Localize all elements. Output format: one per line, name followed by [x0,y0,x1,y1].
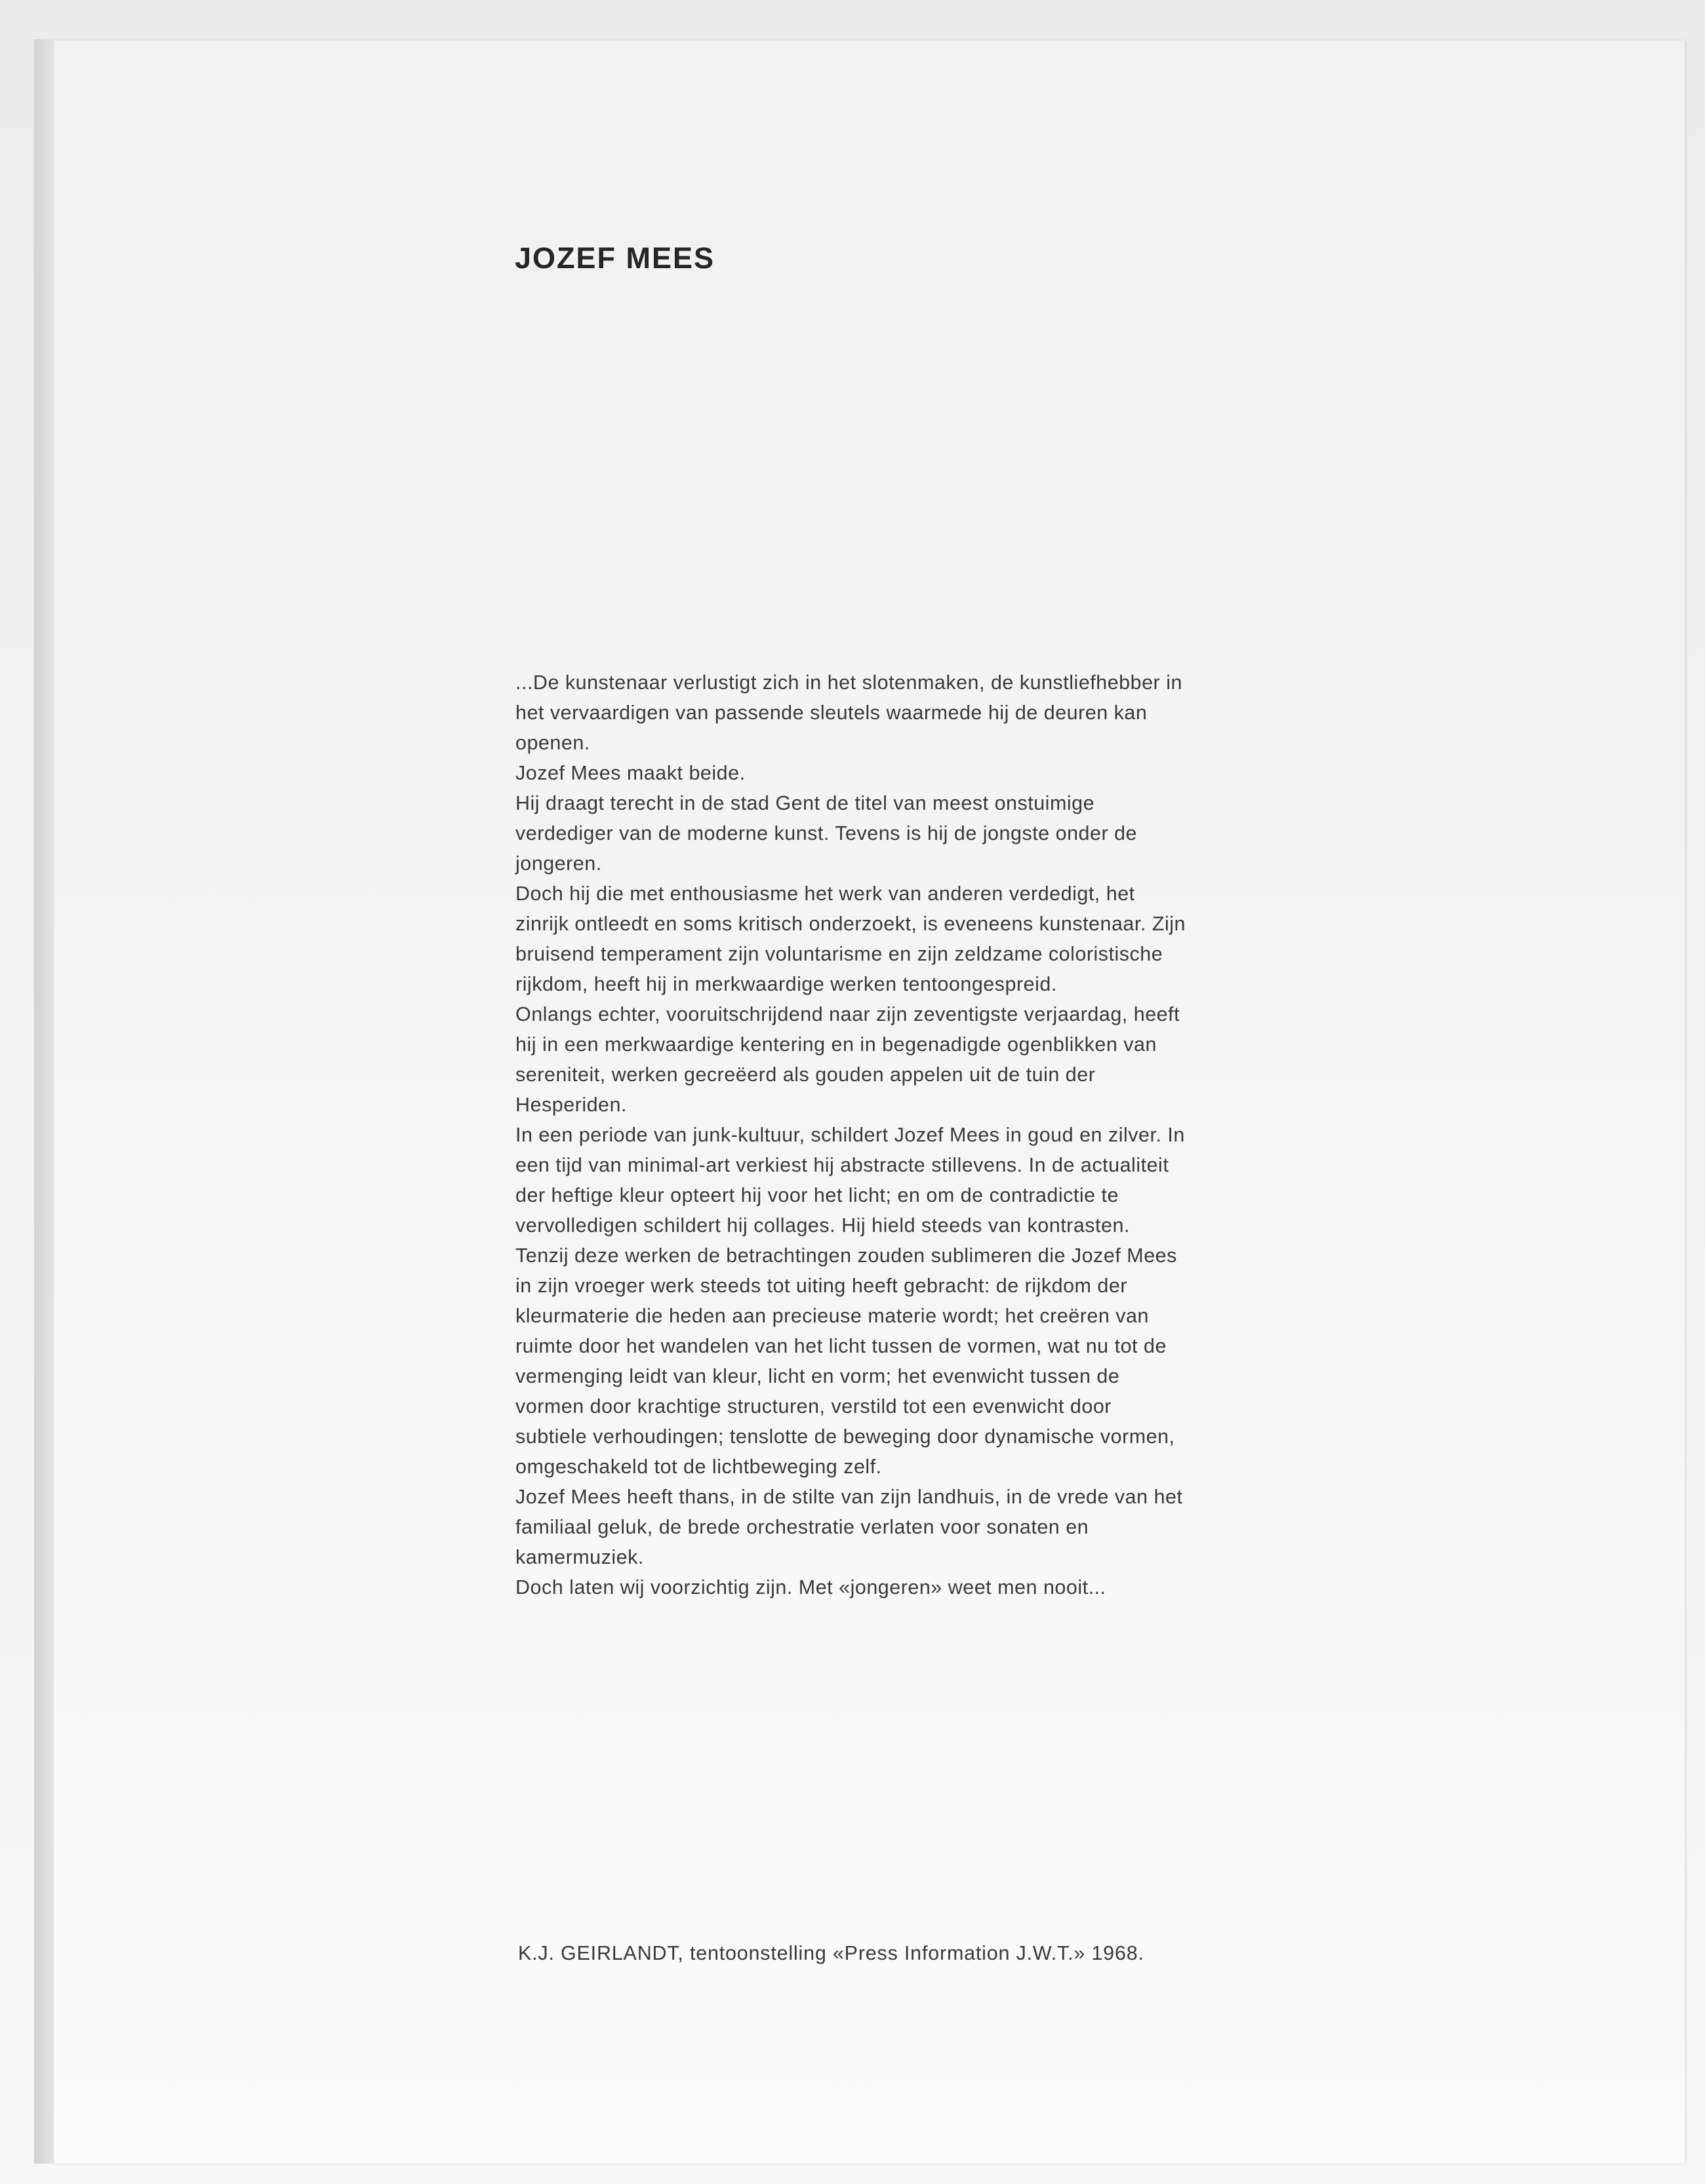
body-line: Jozef Mees maakt beide. [515,762,746,784]
body-line: het vervaardigen van passende sleutels waarmede hij de deuren kan [515,702,1148,724]
body-line: der heftige kleur opteert hij voor het licht; en om de contradictie te [515,1184,1119,1206]
body-line: Hij draagt terecht in de stad Gent de titel van meest onstuimige [515,792,1095,814]
body-line: hij in een merkwaardige kentering en in begenadigde ogenblikken van [515,1033,1157,1056]
body-line: Doch laten wij voorzichtig zijn. Met «jongeren» weet men nooit... [515,1576,1106,1598]
page-shadow-edge [34,39,54,2164]
body-line: in zijn vroeger werk steeds tot uiting heeft gebracht: de rijkdom der [515,1275,1128,1297]
credit-line: K.J. GEIRLANDT, tentoonstelling «Press Information J.W.T.» 1968. [518,1942,1144,1964]
body-line: Tenzij deze werken de betrachtingen zouden sublimeren die Jozef Mees [515,1244,1177,1267]
body-line: In een periode van junk-kultuur, schildert Jozef Mees in goud en zilver. In [515,1124,1185,1146]
body-line: vormen door krachtige structuren, verstild tot een evenwicht door [515,1395,1112,1418]
body-line: jongeren. [515,852,602,875]
body-line: Onlangs echter, vooruitschrijdend naar zijn zeventigste verjaardag, heeft [515,1003,1180,1025]
body-line: omgeschakeld tot de lichtbeweging zelf. [515,1456,882,1478]
body-text [515,667,1263,1602]
body-line: ruimte door het wandelen van het licht tussen de vormen, wat nu tot de [515,1335,1167,1357]
body-line: bruisend temperament zijn voluntarisme en zijn zeldzame coloristische [515,943,1163,965]
body-line: subtiele verhoudingen; tenslotte de beweging door dynamische vormen, [515,1425,1175,1448]
body-line: vervolledigen schildert hij collages. Hij hield steeds van kontrasten. [515,1214,1130,1237]
body-line: ...De kunstenaar verlustigt zich in het slotenmaken, de kunstliefhebber in [515,671,1182,694]
body-line: familiaal geluk, de brede orchestratie verlaten voor sonaten en [515,1516,1089,1538]
body-line: een tijd van minimal-art verkiest hij abstracte stillevens. In de actualiteit [515,1154,1169,1176]
body-line: kamermuziek. [515,1546,644,1568]
body-line: Hesperiden. [515,1094,627,1116]
body-line: openen. [515,732,590,754]
body-line: zinrijk ontleedt en soms kritisch onderzoekt, is eveneens kunstenaar. Zijn [515,913,1186,935]
body-line: verdediger van de moderne kunst. Tevens is hij de jongste onder de [515,822,1138,844]
body-line: kleurmaterie die heden aan precieuse materie wordt; het creëren van [515,1305,1149,1327]
document-title: JOZEF MEES [515,241,715,275]
body-line: sereniteit, werken gecreëerd als gouden appelen uit de tuin der [515,1063,1096,1086]
body-line: rijkdom, heeft hij in merkwaardige werken tentoongespreid. [515,973,1057,995]
body-line: Doch hij die met enthousiasme het werk van anderen verdedigt, het [515,883,1135,905]
body-line: vermenging leidt van kleur, licht en vorm; het evenwicht tussen de [515,1365,1120,1387]
body-line: Jozef Mees heeft thans, in de stilte van zijn landhuis, in de vrede van het [515,1486,1183,1508]
